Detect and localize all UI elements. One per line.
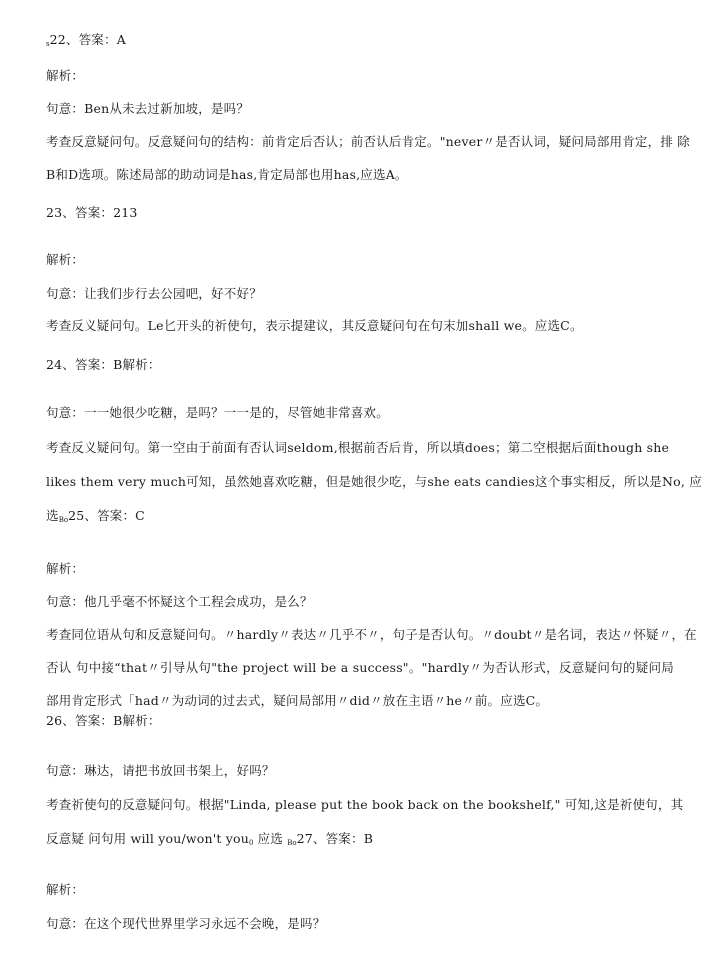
explanation-line: B和D选项。陈述局部的助动词是has,肯定局部也用has,应选A。 bbox=[46, 167, 408, 182]
explanation-end: 选 bbox=[46, 508, 59, 523]
answer-27-heading bbox=[46, 831, 373, 849]
answer-25-text: 25、答案：C bbox=[68, 508, 145, 523]
explanation-line: 考查反义疑问句。Le匕开头的祈使句，表示提建议，其反意疑问句在句末加shall we。应选C。 bbox=[46, 318, 583, 333]
explanation-line: 否认 句中接“that〃引导从句"the project will be a success"。"hardly〃为否认形式，反意疑问句的疑问局 bbox=[46, 660, 674, 675]
answer-26-heading: 26、答案：B解析： bbox=[46, 713, 161, 728]
explanation-end: 反意疑 问句用 will you/won't you bbox=[46, 831, 250, 846]
explanation-line: 考查祈使句的反意疑问句。根据"Linda, please put the book back on the bookshelf," 可知,这是祈使句，其 bbox=[46, 797, 684, 812]
analysis-label: 解析： bbox=[46, 882, 85, 897]
sentence-meaning: 句意：他几乎毫不怀疑这个工程会成功，是么？ bbox=[46, 594, 313, 609]
analysis-label: 解析： bbox=[46, 252, 85, 267]
answer-27-text: 27、答案：B bbox=[296, 831, 374, 846]
stray-mark: 0 bbox=[249, 839, 254, 847]
stray-mark: s bbox=[46, 40, 50, 48]
answer-22-heading bbox=[46, 32, 126, 50]
explanation-tail: 应选 bbox=[253, 831, 288, 846]
explanation-line: 部用肯定形式「had〃为动词的过去式，疑问局部用〃did〃放在主语〃he〃前。应选C。 bbox=[46, 693, 549, 708]
sentence-meaning: 句意：一一她很少吃糖，是吗？一一是的，尽管她非常喜欢。 bbox=[46, 405, 389, 420]
stray-mark: Bo bbox=[287, 839, 297, 847]
explanation-line: 考查反义疑问句。第一空由于前面有否认词seldom,根据前否后肯，所以填does；第二空根据后面though she bbox=[46, 440, 670, 455]
sentence-meaning: 句意：让我们步行去公园吧，好不好？ bbox=[46, 286, 262, 301]
analysis-label: 解析： bbox=[46, 561, 85, 576]
explanation-line: 考查同位语从句和反意疑问句。〃hardly〃表达〃几乎不〃，句子是否认句。〃doubt〃是名词，表达〃怀疑〃，在 bbox=[46, 627, 697, 642]
answer-22-text: 22、答案：A bbox=[49, 32, 126, 47]
answer-25-heading bbox=[46, 508, 145, 526]
sentence-meaning: 句意：Ben从未去过新加坡，是吗？ bbox=[46, 101, 250, 116]
sentence-meaning: 句意：在这个现代世界里学习永远不会晚，是吗？ bbox=[46, 916, 326, 931]
explanation-line: 考查反意疑问句。反意疑问句的结构：前肯定后否认；前否认后肯定。"never〃是否认词，疑问局部用肯定，排 除 bbox=[46, 134, 690, 149]
analysis-label: 解析： bbox=[46, 68, 85, 83]
sentence-meaning: 句意：琳达，请把书放回书架上，好吗？ bbox=[46, 763, 275, 778]
stray-mark: Bo bbox=[58, 516, 69, 524]
answer-24-heading: 24、答案：B解析： bbox=[46, 357, 161, 372]
answer-23-heading: 23、答案：213 bbox=[46, 205, 138, 220]
explanation-line: likes them very much可知，虽然她喜欢吃糖，但是她很少吃，与she eats candies这个事实相反，所以是No, 应 bbox=[46, 474, 702, 489]
